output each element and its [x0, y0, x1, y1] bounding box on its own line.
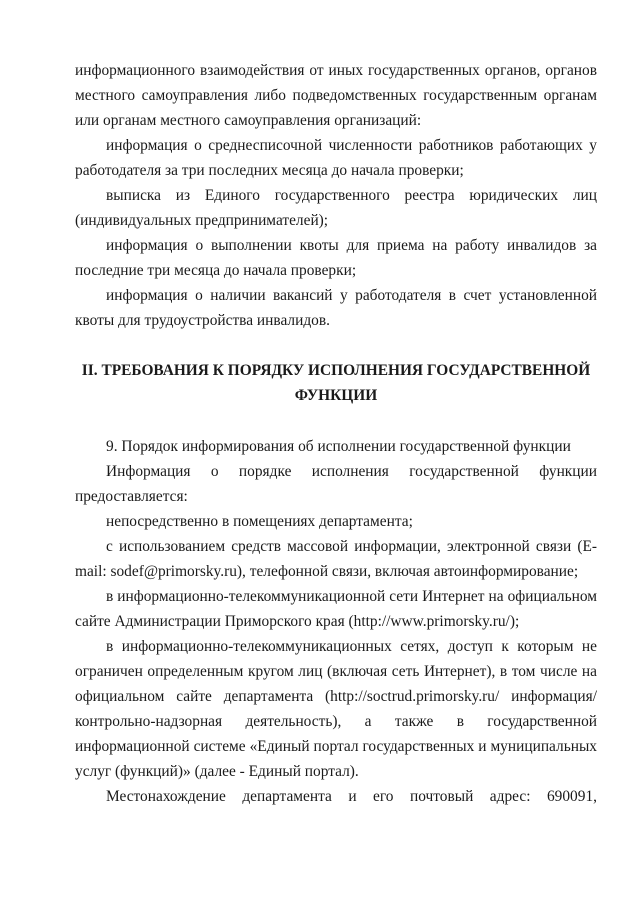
section-heading-line1: II. ТРЕБОВАНИЯ К ПОРЯДКУ ИСПОЛНЕНИЯ ГОСУДАРСТВЕННОЙ: [81, 362, 591, 379]
paragraph-quota-fulfillment: информация о выполнении квоты для приема на работу инвалидов за последние три месяца до начала проверки;: [75, 237, 597, 279]
paragraph-registry-extract: выписка из Единого государственного реестра юридических лиц (индивидуальных предпринимателей);: [75, 187, 597, 229]
paragraph-info-provided: Информация о порядке исполнения государственной функции предоставляется:: [75, 463, 597, 505]
paragraph-intro-continuation: информационного взаимодействия от иных государственных органов, органов местного самоуправления либо подведомственных государственным органам или органам местного самоуправления организаций:: [75, 62, 597, 129]
document-page: [75, 58, 597, 809]
paragraph-department-website: в информационно-телекоммуникационных сетях, доступ к которым не ограничен определенным кругом лиц (включая сеть Интернет), в том числе на официальном сайте департамента (http://soctrud.primorsky.ru/ информация/контрольно-надзорная деятельность), а также в государственной информационной системе «Единый портал государственных и муниципальных услуг (функций)» (далее - Единый портал).: [75, 638, 597, 780]
section-spacer-bottom: [75, 408, 597, 434]
paragraph-headcount-info: информация о среднесписочной численности работников работающих у работодателя за три последних месяца до начала проверки;: [75, 137, 597, 179]
paragraph-admin-website: в информационно-телекоммуникационной сети Интернет на официальном сайте Администрации Приморского края (http://www.primorsky.ru/);: [75, 588, 597, 630]
paragraph-address: Местонахождение департамента и его почтовый адрес: 690091,: [106, 788, 597, 805]
paragraph-informing-procedure: 9. Порядок информирования об исполнении государственной функции: [106, 438, 571, 455]
paragraph-vacancies-info: информация о наличии вакансий у работодателя в счет установленной квоты для трудоустройства инвалидов.: [75, 287, 597, 329]
section-spacer-top: [75, 333, 597, 358]
section-heading: [75, 358, 597, 408]
paragraph-media-email: с использованием средств массовой информации, электронной связи (E-mail: sodef@primorsky.ru), телефонной связи, включая автоинформирование;: [75, 538, 597, 580]
section-heading-line2: ФУНКЦИИ: [294, 387, 378, 404]
paragraph-in-premises: непосредственно в помещениях департамента;: [106, 513, 413, 530]
